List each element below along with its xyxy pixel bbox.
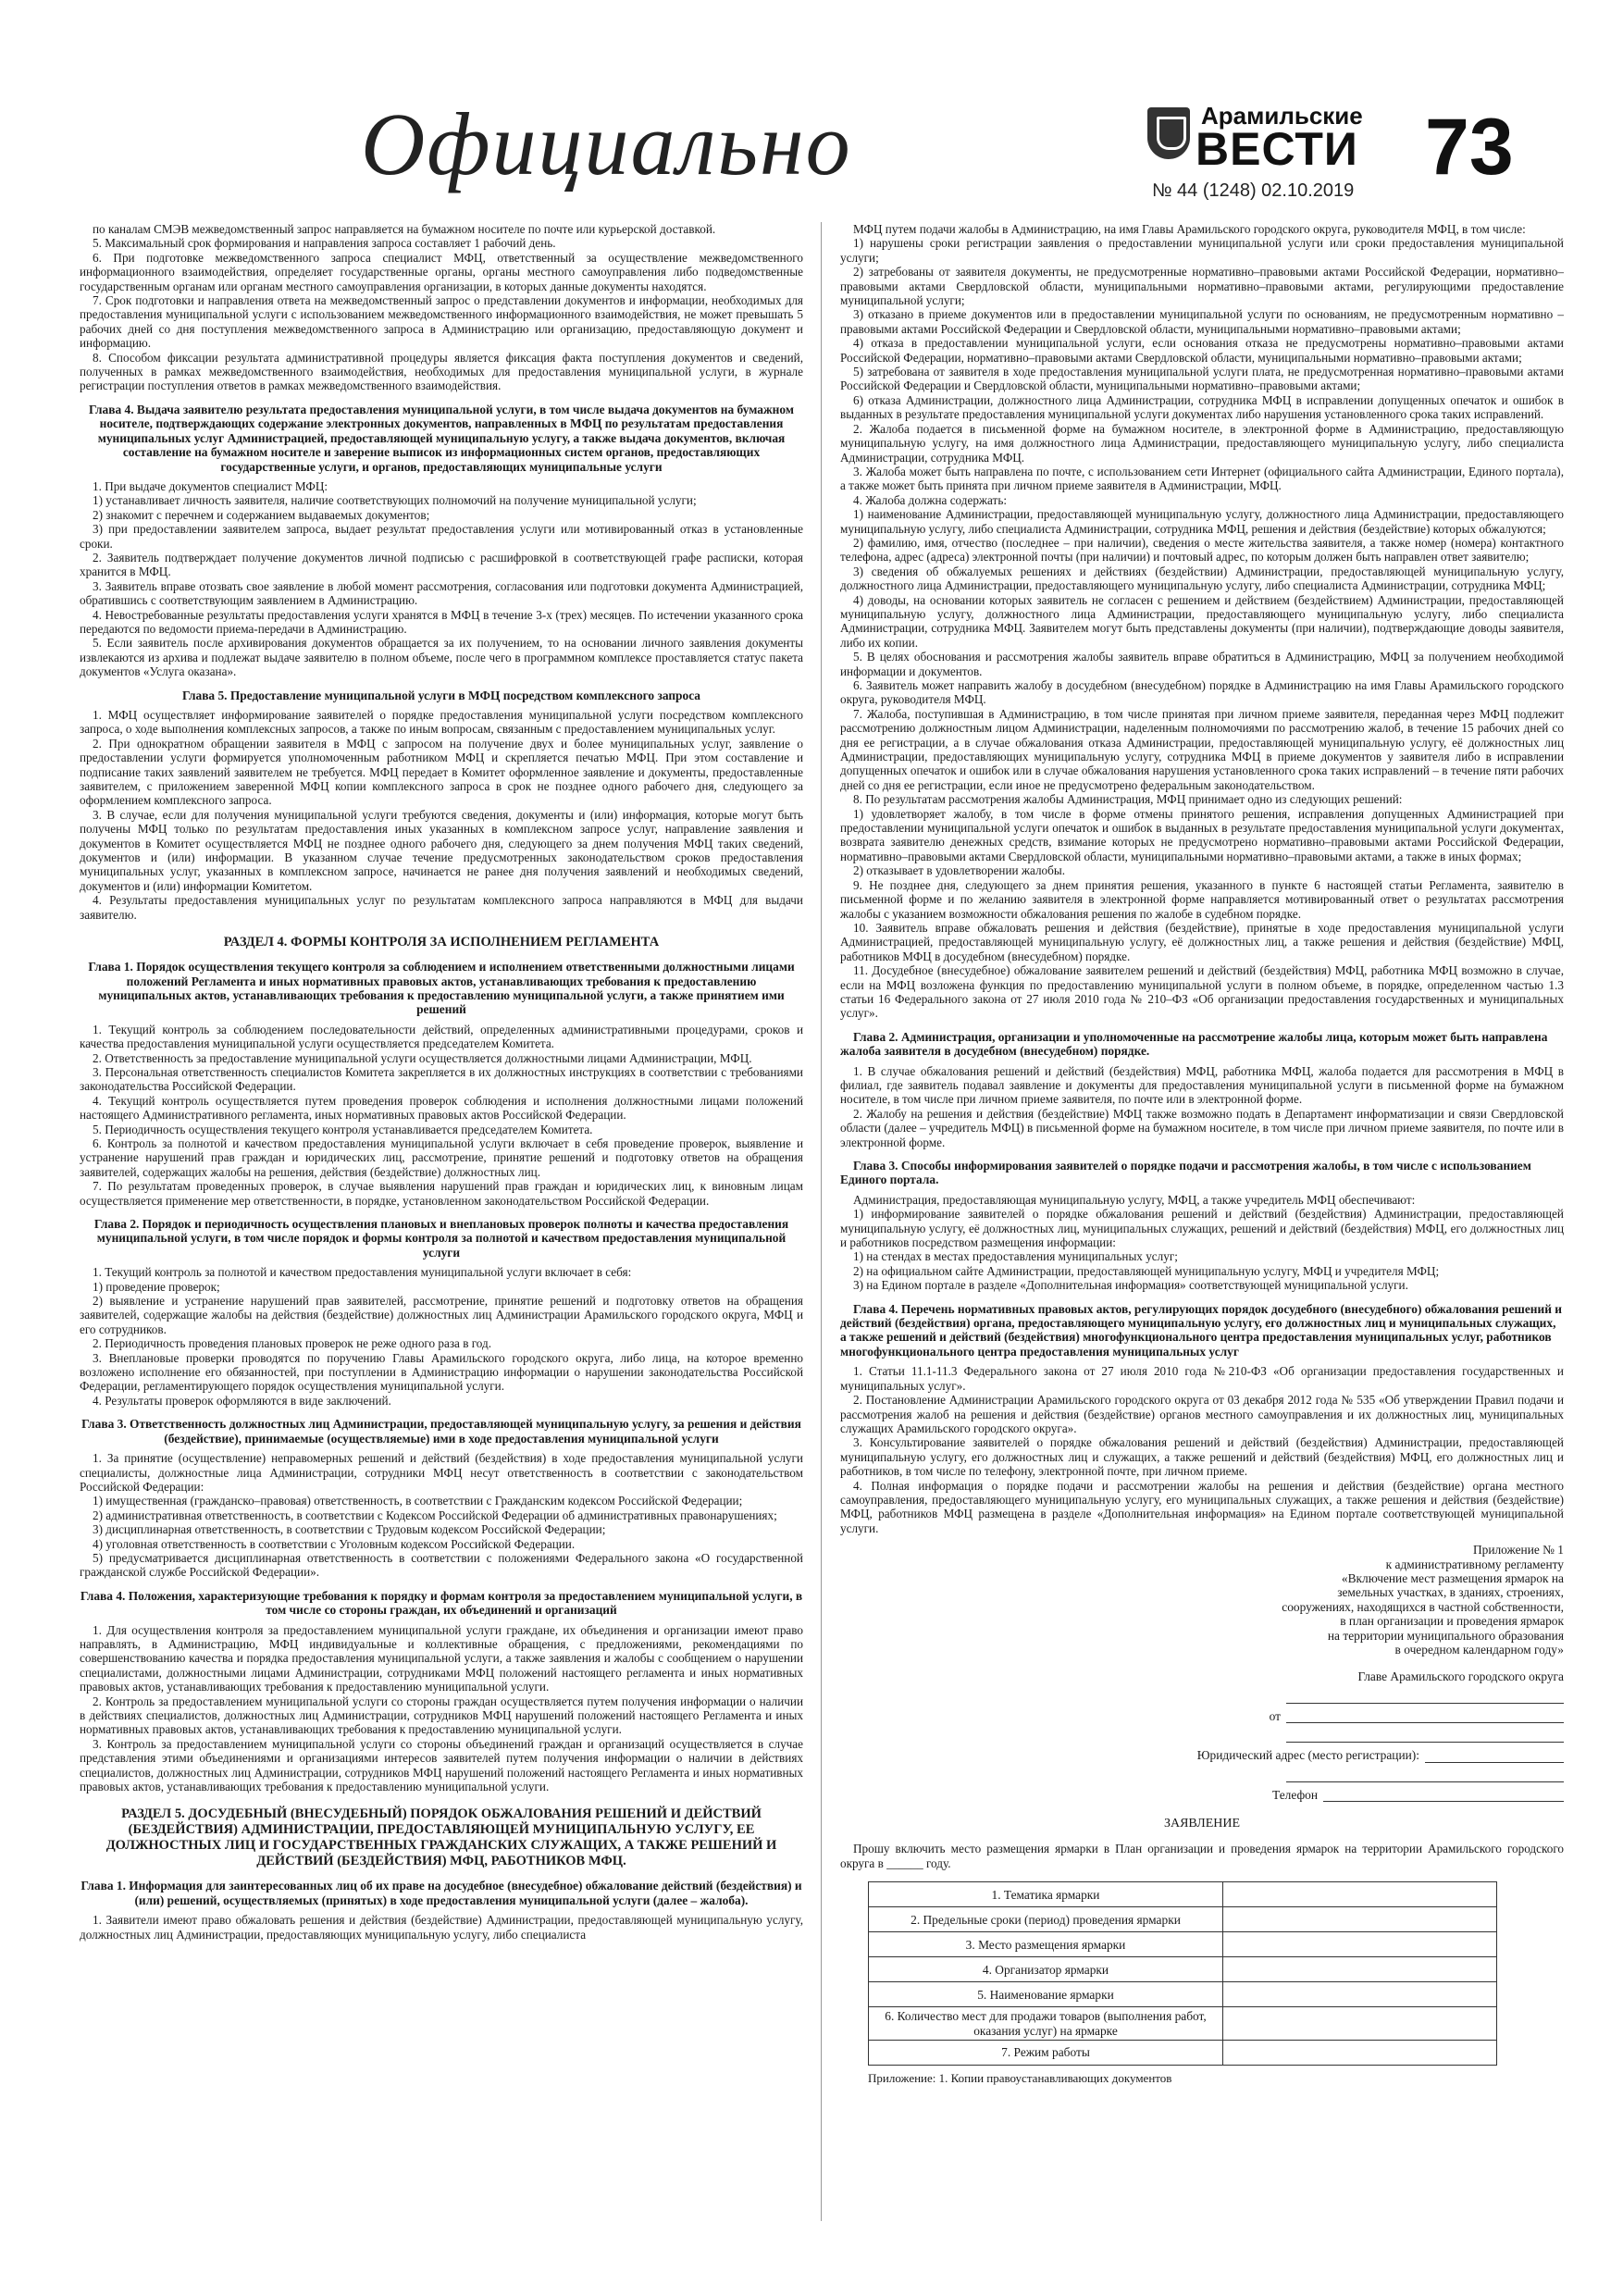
paragraph: 4. Результаты проверок оформляются в виде заключений. xyxy=(93,1393,391,1408)
paragraph: 4) доводы, на основании которых заявитель не согласен с решением и действием (бездействием) Администрации, предоставляющей муниципальную услугу, должностного лица Администрации, предоставляющего муниципальную услугу, либо специалиста Администрации, сотрудника МФЦ. Заявителем могут быть представлены документы (при наличии), подтверждающие доводы заявителя, либо их копии. xyxy=(840,592,1564,650)
paragraph: 2) выявление и устранение нарушений прав заявителей, рассмотрение, принятие решений и подготовку ответов на обращения заявителей, содержащие жалобы на действия (бездействие) должностных лиц Администрации Арамильского городского округа, МФЦ и его сотрудников. xyxy=(80,1294,803,1336)
chapter-heading: Глава 2. Администрация, организации и уполномоченные на рассмотрение жалобы лица, которым может быть направлена жалоба заявителя в досудебном (внесудебном) порядке. xyxy=(840,1029,1548,1059)
paragraph: 5) затребована от заявителя в ходе предоставления муниципальной услуги плата, не предусмотренная нормативно–правовыми актами Российской Федерации и Свердловской области, муниципальными нормативно–правовыми актами; xyxy=(840,365,1564,393)
paragraph: 8. Способом фиксации результата административной процедуры является фиксация факта поступления документов и сведений, полученных в рамках межведомственного взаимодействия, необходимых для предоставления муниципальной услуги, в журнале регистрации поступления ответов в рамках межведомственного взаимодействия. xyxy=(80,350,803,393)
paragraph: 1) удовлетворяет жалобу, в том числе в форме отмены принятого решения, исправления допущенных Администрацией при предоставлении муниципальной услуги опечаток и ошибок в выданных в результате предоставления муниципальной услуги документах, возврата заявителю денежных средств, взимание которых не предусмотрено нормативно–правовыми актами Российской Федерации, нормативно–правовыми актами Свердловской области, муниципальными нормативно–правовыми актами, а также в иных формах; xyxy=(840,806,1564,863)
from-line xyxy=(840,1709,1564,1723)
paragraph: 2) фамилию, имя, отчество (последнее – при наличии), сведения о месте жительства заявителя, а также номер (номера) контактного телефона, адрес (адреса) электронной почты (при наличии) и почтовый адрес, по которым должен быть направлен ответ заявителю; xyxy=(840,535,1564,565)
brand-top: Арамильские xyxy=(1201,102,1363,130)
paragraph: 4. Результаты предоставления муниципальных услуг по результатам комплексного запроса направляются в МФЦ для выдачи заявителю. xyxy=(80,893,803,922)
paragraph: 6. Контроль за полнотой и качеством предоставления муниципальной услуги включает в себя проведение проверок, выявление и устранение нарушений прав граждан и юридических лиц, рассмотрение, принятие решений и подготовку ответов на обращения заявителей, содержащих жалобы на решения, действия (бездействие) должностных лиц. xyxy=(80,1136,803,1179)
appendix-line: в план организации и проведения ярмарок xyxy=(1340,1614,1564,1629)
paragraph: 3) на Едином портале в разделе «Дополнительная информация» соответствующей муниципальной услуги. xyxy=(853,1278,1408,1293)
paragraph: 1) проведение проверок; xyxy=(93,1279,220,1294)
table-cell-value xyxy=(1223,1882,1497,1907)
table-cell-value xyxy=(1223,1907,1497,1932)
table-cell-label: 7. Режим работы xyxy=(869,2041,1223,2066)
paragraph: 2) знакомит с перечнем и содержанием выдаваемых документов; xyxy=(93,507,430,522)
phone-label: Телефон xyxy=(1272,1787,1318,1802)
paragraph: 8. По результатам рассмотрения жалобы Администрация, МФЦ принимает одно из следующих решений: xyxy=(853,792,1403,807)
paragraph: 3. Внеплановые проверки проводятся по поручению Главы Арамильского городского округа, либо лица, на которое временно возложено исполнение его обязанностей, при поступлении в Администрацию информации о нарушении законодательства Российской Федерации, регламентирующего порядок осуществления муниципальной услуги. xyxy=(80,1350,803,1394)
chapter-heading: Глава 4. Выдача заявителю результата предоставления муниципальной услуги, в том числе выдача документов на бумажном носителе, подтверждающих содержание электронных документов, направленных в МФЦ по результатам предоставления муниципальных услуг Администрацией, предоставляющей муниципальную услугу, а также выдача документов, включая составление на бумажном носителе и заверение выписок из информационных систем органов, предоставляющих государственные услуги, и органов, предоставляющих муниципальные услуги xyxy=(89,402,794,474)
coat-of-arms-icon xyxy=(1147,107,1190,159)
appendix-header xyxy=(840,1543,1564,1657)
appendix-line: на территории муниципального образования xyxy=(1327,1628,1564,1643)
appendix-form xyxy=(840,1669,1564,1802)
table-cell-label: 5. Наименование ярмарки xyxy=(869,1982,1223,2007)
paragraph: 7. По результатам проведенных проверок, в случае выявления нарушений прав граждан и юридических лиц, к виновным лицам осуществляется применение мер ответственности, в порядке, установленном законодательством Российской Федерации. xyxy=(80,1179,803,1208)
chapter-heading: Глава 2. Порядок и периодичность осуществления плановых и внеплановых проверок полноты и качества предоставления муниципальной услуги, в том числе порядок и формы контроля за полнотой и качеством предоставления муниципальной услуги xyxy=(93,1217,789,1260)
chapter-heading: Глава 5. Предоставление муниципальной услуги в МФЦ посредством комплексного запроса xyxy=(181,688,701,702)
chapter-heading: Глава 3. Способы информирования заявителей о порядке подачи и рассмотрения жалобы, в том числе с использованием Единого портала. xyxy=(840,1159,1531,1187)
address-line-2 xyxy=(840,1769,1564,1782)
paragraph: 1. Заявители имеют право обжаловать решения и действия (бездействие) Администрации, предоставляющей муниципальную услугу, должностных лиц Администрации, предоставляющих муниципальную услугу, либо специалиста xyxy=(80,1913,803,1942)
appendix-line: к административному регламенту xyxy=(1385,1557,1564,1571)
paragraph: 1. МФЦ осуществляет информирование заявителей о порядке предоставления муниципальной услуги посредством комплексного запроса, о ходе выполнения комплексных запросов, а также по иным вопросам, связанным с предоставлением муниципальных услуг. xyxy=(80,708,803,737)
section-heading: РАЗДЕЛ 4. ФОРМЫ КОНТРОЛЯ ЗА ИСПОЛНЕНИЕМ РЕГЛАМЕНТА xyxy=(223,935,660,950)
paragraph: 3) дисциплинарная ответственность, в соответствии с Трудовым кодексом Российской Федерации; xyxy=(93,1522,606,1537)
table-cell-label: 3. Место размещения ярмарки xyxy=(869,1932,1223,1957)
chapter-heading: Глава 3. Ответственность должностных лиц Администрации, предоставляющей муниципальную услугу, за решения и действия (бездействие), принимаемые (осуществляемые) ими в ходе предоставления муниципальной услуги xyxy=(81,1417,801,1446)
paragraph: 1) нарушены сроки регистрации заявления о предоставлении муниципальной услуги или сроки предоставления муниципальной услуги; xyxy=(840,236,1564,265)
paragraph: 3. Заявитель вправе отозвать свое заявление в любой момент рассмотрения, согласования или подготовки документа Администрацией, обратившись с соответствующим заявлением в Администрацию. xyxy=(80,578,803,608)
paragraph: 1. Текущий контроль за соблюдением последовательности действий, определенных административными процедурами, сроков и качества предоставления муниципальной услуги осуществляется председателем Комитета. xyxy=(80,1022,803,1051)
chapter-heading: Глава 1. Порядок осуществления текущего контроля за соблюдением и исполнением ответственными должностными лицами положений Регламента и иных нормативных правовых актов, устанавливающих требования к предоставлению муниципальных актов, устанавливающих требования к предоставлению муниципальной услуги, а также принятием ими решений xyxy=(88,960,795,1017)
paragraph: 3. Консультирование заявителей о порядке обжалования решений и действий (бездействия) Администрации, предоставляющей муниципальную услугу, его должностных лиц и служащих, а также решений и действий (бездействия) МФЦ, его должностных лиц и работников, в том числе по телефону, электронной почте, при личном приеме. xyxy=(840,1435,1564,1479)
section-title: Официально xyxy=(361,94,852,193)
chapter-heading: Глава 4. Перечень нормативных правовых актов, регулирующих порядок досудебного (внесудебного) обжалования решений и действий (бездействия) органа, предоставляющего муниципальную услугу, его должностных лиц и муниципальных служащих, а также решений и действий (бездействия) многофункционального центра предоставления муниципальных услуг, работников многофункционального центра предоставления муниципальных услуг xyxy=(840,1301,1563,1359)
paragraph: 2. Постановление Администрации Арамильского городского округа от 03 декабря 2012 года № 535 «Об утверждении Правил подачи и рассмотрения жалоб на решения и действия (бездействие) органов местного самоуправления и их должностных лиц, муниципальных служащих Арамильского городского округа». xyxy=(840,1393,1564,1435)
paragraph: 3) отказано в приеме документов или в предоставлении муниципальной услуги по основаниям, не предусмотренным нормативно – правовыми актами Российской Федерации и Свердловской области, муниципальными нормативно–правовыми актами; xyxy=(840,307,1564,336)
table-cell-value xyxy=(1223,2041,1497,2066)
paragraph: 1) информирование заявителей о порядке обжалования решений и действий (бездействия) Администрации, предоставляющей муниципальную услугу, её должностных лиц, муниципальных служащих, решений и действий (бездействия) МФЦ, его должностных лиц и работников посредством размещения информации: xyxy=(840,1207,1564,1250)
paragraph: МФЦ путем подачи жалобы в Администрацию, на имя Главы Арамильского городского округа, руководителя МФЦ, в том числе: xyxy=(853,222,1526,236)
paragraph: 5. Если заявитель после архивирования документов обращается за их получением, то на основании личного заявления документы извлекаются из архива и подлежат выдаче заявителю в полном объеме, после чего в программном комплексе проставляется статус пакета документов «Услуга оказана». xyxy=(80,636,803,679)
paragraph: 3) сведения об обжалуемых решениях и действиях (бездействии) Администрации, предоставляющей муниципальную услугу, должностного лица Администрации, предоставляющего муниципальную услугу, либо специалиста Администрации, сотрудника МФЦ; xyxy=(840,564,1564,593)
paragraph: 10. Заявитель вправе обжаловать решения и действия (бездействие), принятые в ходе предоставления муниципальной услуги Администрацией, предоставляющей муниципальную услугу, её должностных лиц, а также решения и действия (бездействие) МФЦ, работников МФЦ в досудебном (внесудебном) порядке. xyxy=(840,920,1564,963)
paragraph: 1) наименование Администрации, предоставляющей муниципальную услугу, должностного лица Администрации, предоставляющего муниципальную услугу, либо специалиста Администрации, сотрудника МФЦ, решения и действия (бездействие) которых обжалуются; xyxy=(840,507,1564,536)
right-column-text xyxy=(840,222,1564,1535)
chapter-heading: Глава 1. Информация для заинтересованных лиц об их праве на досудебное (внесудебное) обжалование действий (бездействия) и (или) решений, осуществляемых (принятых) в ходе предоставления муниципальной услуги (далее – жалоба). xyxy=(81,1879,802,1907)
left-column xyxy=(80,222,803,2221)
paragraph: 2. Ответственность за предоставление муниципальной услуги осуществляется должностными лицами Администрации, МФЦ. xyxy=(93,1050,752,1065)
paragraph: 3. В случае, если для получения муниципальной услуги требуются сведения, документы и (или) информация, которые могут быть получены МФЦ только по результатам предоставления иных указанных в комплексном запросе услуг, направление заявления и документов в Комитет осуществляется МФЦ не позднее одного рабочего дня, следующего за днем получения МФЦ таких сведений, документов и (или) информации. В указанном случае течение предусмотренных законодательством сроков предоставления муниципальных услуг, указанных в комплексном запросе, начинается не ранее дня получения заявлений и необходимых сведений, документов и (или) информации Комитетом. xyxy=(80,807,803,893)
paragraph: 4. Невостребованные результаты предоставления услуги хранятся в МФЦ в течение 3-х (трех) месяцев. По истечении указанного срока передаются по ведомости приема-передачи в Администрацию. xyxy=(80,607,803,636)
paragraph: 2) административная ответственность, в соответствии с Кодексом Российской Федерации об административных правонарушениях; xyxy=(93,1508,777,1522)
appendix-note: Приложение: 1. Копии правоустанавливающих документов xyxy=(868,2071,1172,2086)
table-cell-value xyxy=(1223,1932,1497,1957)
table-row xyxy=(869,1982,1497,2007)
paragraph: 1. При выдаче документов специалист МФЦ: xyxy=(93,478,328,493)
table-cell-value xyxy=(1223,1982,1497,2007)
table-cell-label: 4. Организатор ярмарки xyxy=(869,1957,1223,1982)
address-label: Юридический адрес (место регистрации): xyxy=(1196,1748,1419,1763)
paragraph: 2. При однократном обращении заявителя в МФЦ с запросом на получение двух и более муниципальных услуг, заявление о предоставлении услуги формируется уполномоченным работником МФЦ и скрепляется печатью МФЦ. При этом составление и подписание таких заявлений заявителем не требуется. МФЦ передает в Комитет оформленное заявление и документы, предоставленные заявителем, с приложением заверенной МФЦ копии комплексного запроса в срок не позднее одного рабочего дня, следующего за оформлением комплексного запроса. xyxy=(80,736,803,808)
issue-number: № 44 (1248) 02.10.2019 xyxy=(1152,180,1355,201)
right-column xyxy=(840,222,1564,2221)
from-label: от xyxy=(1269,1708,1281,1723)
table-row xyxy=(869,2041,1497,2066)
paragraph: 7. Срок подготовки и направления ответа на межведомственный запрос о представлении документов и информации, необходимых для предоставления муниципальной услуги с использованием межведомственного информационного взаимодействия, не может превышать 5 рабочих дней со дня поступления межведомственного запроса в Администрацию или организацию, предоставляющую документ и информацию. xyxy=(80,293,803,351)
paragraph: 1) имущественная (гражданско–правовая) ответственность, в соответствии с Гражданским кодексом Российской Федерации; xyxy=(93,1494,743,1508)
table-cell-label: 6. Количество мест для продажи товаров (выполнения работ, оказания услуг) на ярмарке xyxy=(869,2007,1223,2041)
zayavlenie-title: ЗАЯВЛЕНИЕ xyxy=(1163,1817,1241,1831)
table-row xyxy=(869,2007,1497,2041)
appendix-lines xyxy=(840,1558,1564,1657)
paragraph: 4) уголовная ответственность в соответствии с Уголовным кодексом Российской Федерации. xyxy=(93,1536,576,1551)
appendix-addressee: Главе Арамильского городского округа xyxy=(1357,1669,1564,1684)
table-row xyxy=(869,1907,1497,1932)
appendix-title: Приложение № 1 xyxy=(1472,1543,1564,1558)
from-line-2 xyxy=(840,1729,1564,1743)
paragraph: 1) на стендах в местах предоставления муниципальных услуг; xyxy=(853,1249,1178,1264)
paragraph: по каналам СМЭВ межведомственный запрос направляется на бумажном носителе по почте или курьерской доставкой. xyxy=(93,222,716,236)
paragraph: 2. Заявитель подтверждает получение документов личной подписью с расшифровкой в соответствующей графе расписки, которая хранится в МФЦ. xyxy=(80,550,803,579)
addressee-line xyxy=(840,1690,1564,1704)
brand-main: ВЕСТИ xyxy=(1196,123,1358,175)
paragraph: 2) на официальном сайте Администрации, предоставляющей муниципальную услугу, МФЦ и учредителя МФЦ; xyxy=(853,1263,1440,1278)
table-cell-label: 2. Предельные сроки (период) проведения ярмарки xyxy=(869,1907,1223,1932)
paragraph: 3) при предоставлении заявителем запроса, выдает результат предоставления услуги или мотивированный отказ в установленные сроки. xyxy=(80,522,803,551)
paragraph: 6. При подготовке межведомственного запроса специалист МФЦ, ответственный за осуществление межведомственного информационного взаимодействия, определяет государственные органы, органы местного самоуправления либо подведомственные государственным органам или органам местного самоуправления организации, в которых данные документы находятся. xyxy=(80,250,803,293)
chapter-heading: Глава 4. Положения, характеризующие требования к порядку и формам контроля за предоставлением муниципальной услуги, в том числе со стороны граждан, их объединений и организаций xyxy=(80,1588,803,1618)
article-columns xyxy=(80,222,1564,2221)
fair-table xyxy=(868,1881,1497,2066)
paragraph: 1) устанавливает личность заявителя, наличие соответствующих полномочий на получение муниципальной услуги; xyxy=(93,493,697,508)
paragraph: 5. В целях обоснования и рассмотрения жалобы заявитель вправе обратиться в Администрацию, МФЦ за получением необходимой информации и документов. xyxy=(840,650,1564,678)
paragraph: 2. Периодичность проведения плановых проверок не реже одного раза в год. xyxy=(93,1336,492,1351)
paragraph: Администрация, предоставляющая муниципальную услугу, МФЦ, а также учредитель МФЦ обеспечивают: xyxy=(853,1192,1416,1207)
paragraph: 2. Жалоба подается в письменной форме на бумажном носителе, в электронной форме в Администрацию, предоставляющую муниципальную услугу, на имя должностного лица Администрации, предоставляющего муниципальную услугу, либо специалиста Администрации, сотрудника МФЦ. xyxy=(840,421,1564,465)
paragraph: 4. Полная информация о порядке подачи и рассмотрении жалобы на решения и действия (бездействие) органа местного самоуправления, предоставляющего муниципальную услугу, его муниципальных служащих, а также решения и действия (бездействие) МФЦ, работников МФЦ размещена в разделе «Дополнительная информация» на Едином портале соответствующей муниципальной услуги. xyxy=(840,1478,1564,1535)
paragraph: 6) отказа Администрации, должностного лица Администрации, сотрудника МФЦ в исправлении допущенных опечаток и ошибок в выданных в результате предоставления муниципальной услуги документах либо нарушения установленного срока таких исправлений. xyxy=(840,392,1564,422)
paragraph: 11. Досудебное (внесудебное) обжалование заявителем решений и действий (бездействия) МФЦ, работника МФЦ возможно в случае, если на МФЦ возложена функция по предоставлению муниципальной услуги в полном объеме, в порядке, определенном частью 1.3 статьи 16 Федерального закона от 27 июля 2010 года № 210–ФЗ «Об организации предоставления государственных и муниципальных услуг». xyxy=(840,963,1564,1021)
paragraph: 5. Максимальный срок формирования и направления запроса составляет 1 рабочий день. xyxy=(93,236,556,251)
paragraph: 2) затребованы от заявителя документы, не предусмотренные нормативно–правовыми актами Российской Федерации, нормативно–правовыми актами Свердловской области, муниципальными нормативно–правовыми актами, регулирующими предоставление муниципальной услуги; xyxy=(840,265,1564,308)
phone-line xyxy=(840,1788,1564,1802)
table-cell-label: 1. Тематика ярмарки xyxy=(869,1882,1223,1907)
table-cell-value xyxy=(1223,1957,1497,1982)
section-heading: РАЗДЕЛ 5. ДОСУДЕБНЫЙ (ВНЕСУДЕБНЫЙ) ПОРЯДОК ОБЖАЛОВАНИЯ РЕШЕНИЙ И ДЕЙСТВИЙ (БЕЗДЕЙСТВИЯ) АДМИНИСТРАЦИИ, ПРЕДОСТАВЛЯЮЩЕЙ МУНИЦИПАЛЬНУЮ УСЛУГУ, ЕЕ ДОЛЖНОСТНЫХ ЛИЦ И ГОСУДАРСТВЕННЫХ ГРАЖДАНСКИХ СЛУЖАЩИХ, А ТАКЖЕ РЕШЕНИЙ И ДЕЙСТВИЙ (БЕЗДЕЙСТВИЯ) МФЦ, РАБОТНИКОВ МФЦ. xyxy=(105,1806,777,1869)
paragraph: 4. Жалоба должна содержать: xyxy=(853,492,1007,507)
paragraph: 1. За принятие (осуществление) неправомерных решений и действий (бездействия) в ходе предоставления муниципальной услуги специалисты, должностные лица Администрации, сотрудники МФЦ несут ответственность в соответствии с законодательством Российской Федерации: xyxy=(80,1451,803,1494)
paragraph: 4) отказа в предоставлении муниципальной услуги, если основания отказа не предусмотрены нормативно–правовыми актами Российской Федерации, нормативно–правовыми актами Свердловской области, муниципальными нормативно–правовыми актами; xyxy=(840,336,1564,365)
paragraph: 2) отказывает в удовлетворении жалобы. xyxy=(853,863,1066,878)
table-row xyxy=(869,1932,1497,1957)
paragraph: 1. В случае обжалования решений и действий (бездействия) МФЦ, работника МФЦ, жалоба подается для рассмотрения в МФЦ в филиал, где заявитель подавал заявление и документы для предоставления муниципальной услуги в письменной форме на бумажном носителе, в том числе при личном приеме заявителя, по почте или в электронной форме. xyxy=(840,1063,1564,1107)
masthead xyxy=(65,56,1564,204)
paragraph: 1. Статьи 11.1-11.3 Федерального закона от 27 июля 2010 года №210-ФЗ «Об организации предоставления государственных и муниципальных услуг». xyxy=(840,1364,1564,1393)
table-cell-value xyxy=(1223,2007,1497,2041)
appendix-line: в очередном календарном году» xyxy=(1394,1643,1564,1657)
paragraph: 7. Жалоба, поступившая в Администрацию, в том числе принятая при личном приеме заявителя, переданная через МФЦ подлежит рассмотрению должностным лицом Администрации, наделенным полномочиями по рассмотрению жалоб, в течение 15 рабочих дней со дня ее регистрации, а в случае обжалования отказа Администрации, предоставляющей муниципальную услугу, её должностных лиц Администрации, предоставляющих муниципальную услугу, сотрудника МФЦ в приеме документов у заявителя либо в исправлении допущенных опечаток и ошибок или в случае обжалования нарушения установленного срока таких исправлений – в течение пяти рабочих дней со дня ее регистрации, если иное не предусмотрено федеральным законодательством. xyxy=(840,706,1564,792)
paragraph: 2. Контроль за предоставлением муниципальной услуги со стороны граждан осуществляется путем получения информации о наличии в действиях специалистов, должностных лиц Администрации, сотрудников МФЦ нарушений положений настоящего Регламента и иных нормативных правовых актов, устанавливающих требования к предоставлению муниципальной услуги. xyxy=(80,1694,803,1737)
paragraph: 1. Текущий контроль за полнотой и качеством предоставления муниципальной услуги включает в себя: xyxy=(93,1265,632,1280)
column-divider xyxy=(821,222,822,2221)
paragraph: 3. Персональная ответственность специалистов Комитета закрепляется в их должностных инструкциях в соответствии с требованиями законодательства Российской Федерации. xyxy=(80,1064,803,1094)
appendix-line: земельных участках, в зданиях, строениях, xyxy=(1337,1585,1564,1600)
paragraph: 3. Контроль за предоставлением муниципальной услуги со стороны объединений граждан и организаций осуществляется в случае представления этими объединениями и организациями интересов заявителей путем получения информации о наличии в действиях специалистов, должностных лиц Администрации, сотрудников МФЦ нарушений положений настоящего Регламента и иных нормативных правовых актов, устанавливающих требования к предоставлению муниципальной услуги. xyxy=(80,1736,803,1794)
request-text: Прошу включить место размещения ярмарки в План организации и проведения ярмарок на территории Арамильского городского округа в ______ году. xyxy=(840,1842,1564,1870)
paragraph: 5. Периодичность осуществления текущего контроля устанавливается председателем Комитета. xyxy=(93,1122,593,1136)
appendix-line: «Включение мест размещения ярмарок на xyxy=(1341,1570,1564,1585)
table-row xyxy=(869,1957,1497,1982)
table-row xyxy=(869,1882,1497,1907)
address-line xyxy=(840,1748,1564,1762)
paragraph: 4. Текущий контроль осуществляется путем проведения проверок соблюдения и исполнения должностными лицами положений настоящего Административного регламента, иных нормативных правовых актов Российской Федерации. xyxy=(80,1093,803,1123)
page-number: 73 xyxy=(1425,103,1514,192)
appendix-line: сооружениях, находящихся в частной собственности, xyxy=(1282,1599,1564,1614)
paragraph: 5) предусматривается дисциплинарная ответственность в соответствии с положениями Федерального закона «О государственной гражданской службе Российской Федерации». xyxy=(80,1550,803,1580)
paragraph: 3. Жалоба может быть направлена по почте, с использованием сети Интернет (официального сайта Администрации, Единого портала), а также может быть принята при личном приеме заявителя в Администрации, МФЦ. xyxy=(840,464,1564,493)
paragraph: 9. Не позднее дня, следующего за днем принятия решения, указанного в пункте 6 настоящей статьи Регламента, заявителю в письменной форме и по желанию заявителя в электронной форме направляется мотивированный ответ о результатах рассмотрения жалобы с указанием возможности обжалования решения по жалобе в судебном порядке. xyxy=(840,877,1564,921)
paragraph: 6. Заявитель может направить жалобу в досудебном (внесудебном) порядке в Администрацию на имя Главы Арамильского городского округа, руководителя МФЦ. xyxy=(840,678,1564,707)
paragraph: 2. Жалобу на решения и действия (бездействие) МФЦ также возможно подать в Департамент информатизации и связи Свердловской области (далее – учредитель МФЦ) в письменной форме на бумажном носителе, в том числе при личном приеме заявителя, по почте или в электронной форме. xyxy=(840,1106,1564,1149)
paragraph: 1. Для осуществления контроля за предоставлением муниципальной услуги граждане, их объединения и организации имеют право направлять, в Администрацию, МФЦ индивидуальные и коллективные обращения, с предложениями, рекомендациями по совершенствованию качества и порядка предоставления муниципальной услуги, а также заявления и жалобы с сообщением о нарушении специалистами, должностными лицами Администрации, сотрудниками МФЦ положений настоящего регламента и иных нормативных правовых актов, устанавливающих требования к предоставлению муниципальной услуги. xyxy=(80,1622,803,1694)
